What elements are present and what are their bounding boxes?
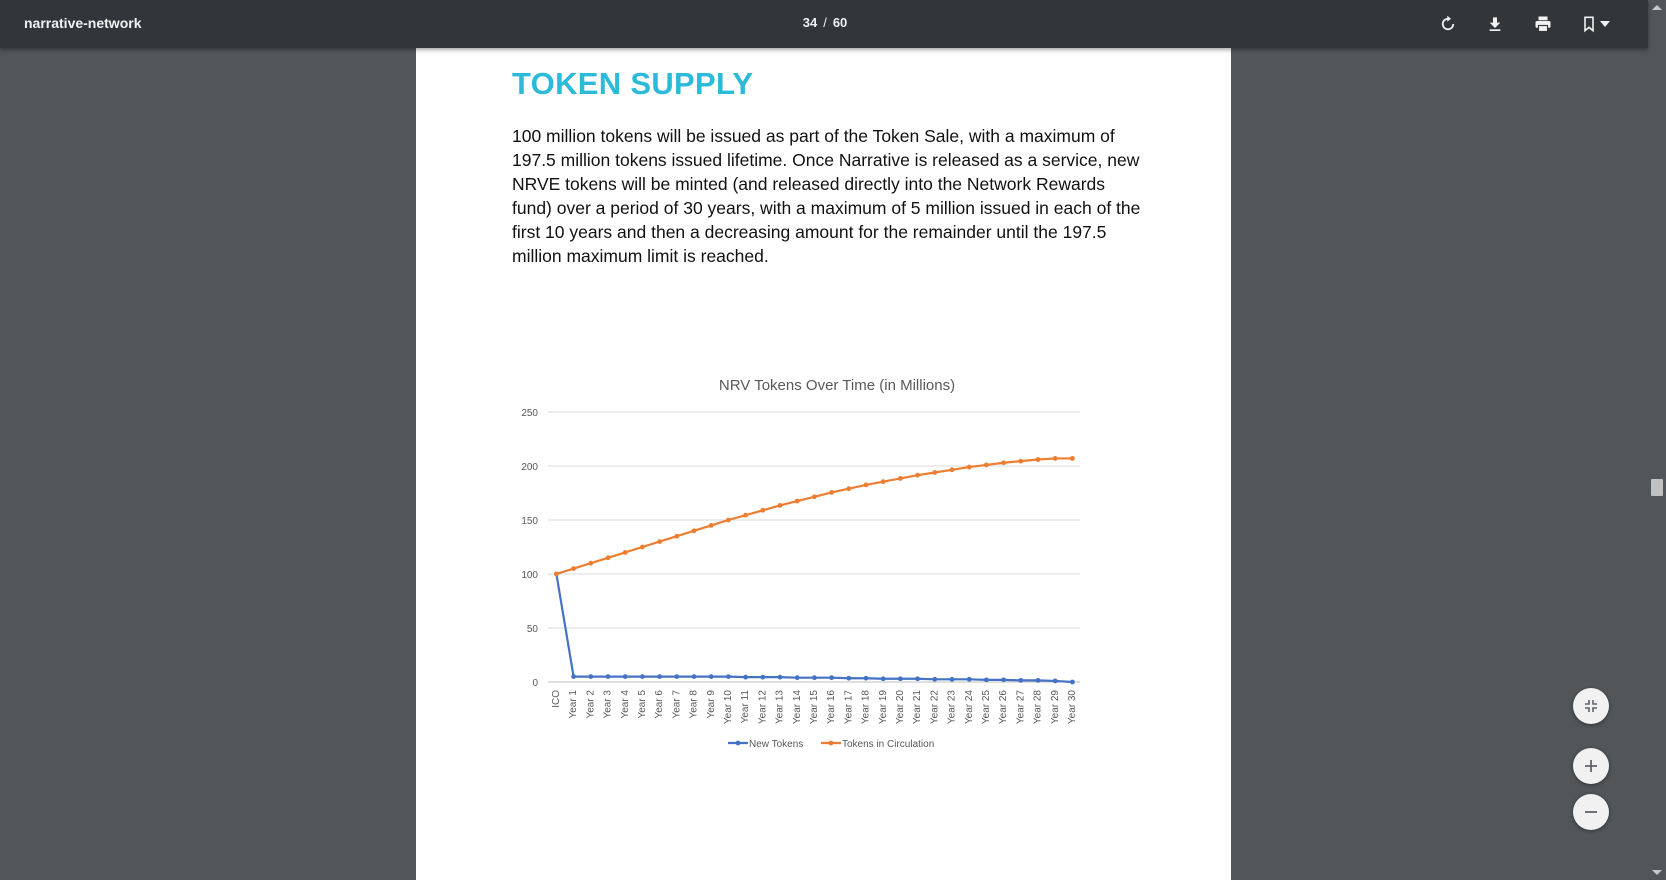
x-tick-label: Year 18 [860, 690, 872, 725]
data-point [1001, 460, 1006, 465]
x-tick-label: Year 21 [912, 690, 924, 725]
chart-title: NRV Tokens Over Time (in Millions) [718, 377, 956, 394]
x-tick-label: Year 15 [809, 690, 821, 725]
fit-page-button[interactable] [1573, 688, 1609, 724]
x-tick-label: Year 20 [895, 690, 907, 725]
x-tick-label: Year 8 [688, 690, 700, 719]
scroll-down-arrow-icon[interactable] [1652, 870, 1662, 875]
data-point [881, 676, 886, 681]
data-point [864, 483, 869, 488]
data-point [829, 490, 834, 495]
x-tick-label: Year 27 [1015, 690, 1027, 725]
y-axis-ticks [521, 408, 538, 689]
x-tick-label: Year 24 [963, 690, 975, 725]
data-point [778, 675, 783, 680]
x-tick-label: Year 29 [1049, 690, 1061, 725]
print-icon [1533, 15, 1553, 33]
x-tick-label: Year 26 [998, 690, 1010, 725]
data-point [692, 674, 697, 679]
data-point [846, 486, 851, 491]
data-point [657, 539, 662, 544]
zoom-out-icon [1584, 805, 1598, 819]
data-point [588, 561, 593, 566]
data-point [812, 675, 817, 680]
x-tick-label: Year 3 [602, 690, 614, 719]
series-line-tokens-in-circulation [556, 458, 1072, 574]
x-tick-label: Year 11 [740, 690, 752, 724]
data-point [674, 534, 679, 539]
data-point [846, 676, 851, 681]
x-tick-label: Year 16 [826, 690, 838, 725]
viewer-toolbar [0, 0, 1648, 48]
section-paragraph: 100 million tokens will be issued as part of the Token Sale, with a maximum of 197.5 million tokens issued lifetime. Once Narrative is released as a service, new NRVE tokens will be minted (and released directly into the Network Rewards fund) over a period of 30 years, with a maximum of 5 million issued in each of the first 10 years and then a decreasing amount for the remainder until the 197.5 million maximum limit is reached. [512, 126, 1141, 266]
scroll-up-arrow-icon[interactable] [1652, 5, 1662, 10]
scrollbar-thumb[interactable] [1651, 479, 1663, 496]
data-point [674, 674, 679, 679]
data-point [588, 674, 593, 679]
data-point [1053, 679, 1058, 684]
data-point [692, 528, 697, 533]
x-tick-label: Year 10 [723, 690, 735, 725]
legend-label: Tokens in Circulation [842, 739, 935, 750]
current-page-number[interactable]: 34 [802, 15, 818, 30]
zoom-in-button[interactable] [1573, 748, 1609, 784]
data-point [571, 566, 576, 571]
data-point [571, 674, 576, 679]
data-point [778, 503, 783, 508]
y-tick-label: 100 [521, 570, 538, 581]
data-point [950, 467, 955, 472]
bookmark-menu-button[interactable] [1578, 12, 1612, 36]
data-point [932, 677, 937, 682]
data-point [915, 676, 920, 681]
section-heading: TOKEN SUPPLY [512, 66, 754, 101]
y-tick-label: 200 [521, 462, 538, 473]
data-point [984, 463, 989, 468]
y-tick-label: 250 [521, 408, 538, 419]
token-supply-chart [506, 318, 1146, 778]
data-point [915, 473, 920, 478]
data-point [881, 479, 886, 484]
chart-gridlines [548, 412, 1080, 682]
x-tick-label: Year 22 [929, 690, 941, 725]
pdf-page [416, 48, 1231, 880]
chart-legend [728, 739, 934, 750]
page-indicator [760, 15, 890, 30]
data-point [898, 476, 903, 481]
x-tick-label: Year 30 [1067, 690, 1079, 725]
data-point [709, 674, 714, 679]
legend-marker [736, 741, 741, 746]
data-point [967, 465, 972, 470]
zoom-out-button[interactable] [1573, 794, 1609, 830]
data-point [795, 499, 800, 504]
legend-marker [829, 741, 834, 746]
data-point [726, 518, 731, 523]
x-tick-label: Year 28 [1032, 690, 1044, 725]
data-point [1036, 457, 1041, 462]
x-tick-label: ICO [551, 690, 563, 708]
data-point [640, 545, 645, 550]
data-point [709, 523, 714, 528]
data-point [743, 513, 748, 518]
x-tick-label: Year 17 [843, 690, 855, 725]
x-tick-label: Year 4 [619, 690, 631, 719]
data-point [898, 676, 903, 681]
data-point [1070, 456, 1075, 461]
data-point [795, 675, 800, 680]
chart-series [554, 456, 1075, 684]
total-pages: 60 [832, 15, 848, 30]
dropdown-arrow-icon [1600, 21, 1610, 27]
download-button[interactable] [1483, 12, 1507, 36]
download-icon [1487, 15, 1503, 33]
data-point [932, 470, 937, 475]
y-tick-label: 150 [521, 516, 538, 527]
data-point [1036, 678, 1041, 683]
zoom-in-icon [1584, 759, 1598, 773]
y-tick-label: 50 [526, 624, 538, 635]
data-point [1053, 456, 1058, 461]
x-tick-label: Year 5 [637, 690, 649, 719]
x-tick-label: Year 23 [946, 690, 958, 725]
x-tick-label: Year 7 [671, 690, 683, 719]
data-point [657, 674, 662, 679]
vertical-scrollbar[interactable] [1648, 0, 1666, 880]
data-point [1070, 680, 1075, 685]
x-tick-label: Year 19 [877, 690, 889, 725]
data-point [606, 555, 611, 560]
x-tick-label: Year 2 [585, 690, 597, 719]
x-tick-label: Year 13 [774, 690, 786, 725]
data-point [864, 676, 869, 681]
x-tick-label: Year 6 [654, 690, 666, 719]
data-point [623, 550, 628, 555]
page-separator: / [823, 15, 827, 30]
data-point [760, 508, 765, 513]
data-point [760, 675, 765, 680]
data-point [726, 674, 731, 679]
data-point [623, 674, 628, 679]
x-tick-label: Year 1 [568, 690, 580, 719]
data-point [950, 677, 955, 682]
data-point [743, 675, 748, 680]
data-point [1018, 459, 1023, 464]
data-point [967, 677, 972, 682]
x-tick-label: Year 14 [791, 690, 803, 725]
data-point [984, 677, 989, 682]
y-tick-label: 0 [532, 678, 538, 689]
rotate-button[interactable] [1436, 12, 1460, 36]
x-tick-label: Year 12 [757, 690, 769, 725]
data-point [1018, 678, 1023, 683]
x-tick-label: Year 9 [705, 690, 717, 719]
print-button[interactable] [1531, 12, 1555, 36]
data-point [829, 675, 834, 680]
x-tick-label: Year 25 [981, 690, 993, 725]
data-point [554, 572, 559, 577]
data-point [812, 494, 817, 499]
rotate-icon [1439, 15, 1457, 33]
legend-label: New Tokens [749, 739, 804, 750]
x-axis-ticks [551, 690, 1078, 725]
data-point [1001, 677, 1006, 682]
fit-page-icon [1584, 699, 1598, 713]
bookmark-icon [1581, 15, 1597, 33]
document-title: narrative-network [24, 15, 142, 31]
data-point [606, 674, 611, 679]
data-point [640, 674, 645, 679]
